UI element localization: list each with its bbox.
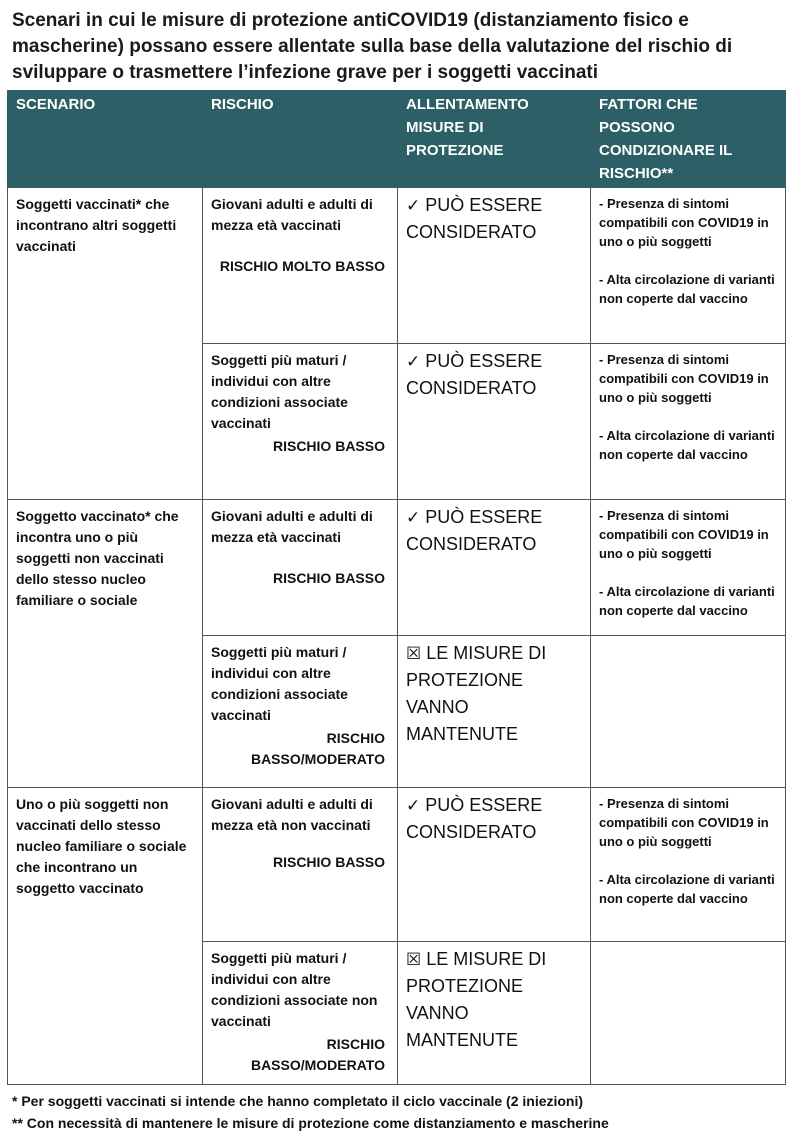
- subject-text: Soggetti più maturi / individui con altre condizioni associate non vaccinati: [211, 950, 378, 1029]
- cross-box-icon: ☒: [406, 950, 422, 969]
- factor-item: - Presenza di sintomi compatibili con COVID19 in uno o più soggetti: [599, 352, 769, 405]
- measure-cell: [398, 788, 591, 942]
- check-icon: ✓: [406, 196, 421, 215]
- measure-cell: [398, 344, 591, 500]
- table-row: [8, 500, 786, 636]
- factors-cell: [591, 344, 786, 500]
- factor-item: - Presenza di sintomi compatibili con COVID19 in uno o più soggetti: [599, 508, 769, 561]
- measure-cell: [398, 500, 591, 636]
- scenario-cell: Uno o più soggetti non vaccinati dello stesso nucleo familiare o sociale che incontrano un soggetto vaccinato: [8, 788, 203, 1085]
- risk-cell: [203, 636, 398, 788]
- subject-text: Soggetti più maturi / individui con altre condizioni associate vaccinati: [211, 644, 348, 723]
- document-title: Scenari in cui le misure di protezione antiCOVID19 (distanziamento fisico e mascherine) possano essere allentate sulla base della valutazione del rischio di sviluppare o trasmettere l’infezione grave per i soggetti vaccinati: [12, 10, 733, 83]
- subject-text: Soggetti più maturi / individui con altre condizioni associate vaccinati: [211, 352, 348, 431]
- factors-cell-empty: [591, 942, 786, 1085]
- measure-cell: [398, 636, 591, 788]
- cross-box-icon: ☒: [406, 644, 422, 663]
- risk-cell: [203, 500, 398, 636]
- factors-cell-empty: [591, 636, 786, 788]
- header-fattori: FATTORI CHE POSSONO CONDIZIONARE IL RISCHIO**: [591, 91, 786, 188]
- risk-level: RISCHIO BASSO: [272, 570, 385, 586]
- risk-table: [7, 90, 786, 1085]
- factor-item: - Presenza di sintomi compatibili con COVID19 in uno o più soggetti: [599, 196, 769, 249]
- risk-level: RISCHIO BASSO/MODERATO: [250, 730, 385, 767]
- footnotes: [12, 1090, 792, 1134]
- footnote-1: * Per soggetti vaccinati si intende che hanno completato il ciclo vaccinale (2 iniezioni): [12, 1093, 584, 1109]
- risk-level: RISCHIO BASSO: [272, 438, 385, 454]
- scenario-cell: Soggetti vaccinati* che incontrano altri soggetti vaccinati: [8, 188, 203, 500]
- factors-cell: [591, 188, 786, 344]
- header-rischio: RISCHIO: [203, 91, 398, 188]
- table-row: [8, 788, 786, 942]
- scenario-cell: Soggetto vaccinato* che incontra uno o più soggetti non vaccinati dello stesso nucleo familiare o sociale: [8, 500, 203, 788]
- measure-text: PUÒ ESSERE CONSIDERATO: [406, 507, 543, 554]
- measure-cell: [398, 942, 591, 1085]
- table-row: [8, 188, 786, 344]
- risk-level: RISCHIO BASSO: [272, 854, 385, 870]
- header-scenario: SCENARIO: [8, 91, 203, 188]
- check-icon: ✓: [406, 352, 421, 371]
- table-header-row: [8, 91, 786, 188]
- risk-cell: [203, 188, 398, 344]
- risk-cell: [203, 788, 398, 942]
- measure-text: PUÒ ESSERE CONSIDERATO: [406, 195, 543, 242]
- factor-item: - Alta circolazione di varianti non coperte dal vaccino: [599, 872, 775, 906]
- risk-level: RISCHIO BASSO/MODERATO: [250, 1036, 385, 1073]
- header-allentamento: ALLENTAMENTO MISURE DI PROTEZIONE: [398, 91, 591, 188]
- factor-item: - Alta circolazione di varianti non coperte dal vaccino: [599, 272, 775, 306]
- subject-text: Giovani adulti e adulti di mezza età vaccinati: [211, 508, 373, 545]
- check-icon: ✓: [406, 796, 421, 815]
- measure-cell: [398, 188, 591, 344]
- risk-cell: [203, 344, 398, 500]
- check-icon: ✓: [406, 508, 421, 527]
- measure-text: LE MISURE DI PROTEZIONE VANNO MANTENUTE: [406, 949, 547, 1050]
- subject-text: Giovani adulti e adulti di mezza età vaccinati: [211, 196, 373, 233]
- subject-text: Giovani adulti e adulti di mezza età non vaccinati: [211, 796, 373, 833]
- measure-text: PUÒ ESSERE CONSIDERATO: [406, 351, 543, 398]
- factor-item: - Alta circolazione di varianti non coperte dal vaccino: [599, 584, 775, 618]
- factor-item: - Presenza di sintomi compatibili con COVID19 in uno o più soggetti: [599, 796, 769, 849]
- footnote-2: ** Con necessità di mantenere le misure di protezione come distanziamento e mascherine: [12, 1115, 609, 1131]
- factors-cell: [591, 500, 786, 636]
- measure-text: LE MISURE DI PROTEZIONE VANNO MANTENUTE: [406, 643, 547, 744]
- risk-cell: [203, 942, 398, 1085]
- factor-item: - Alta circolazione di varianti non coperte dal vaccino: [599, 428, 775, 462]
- factors-cell: [591, 788, 786, 942]
- risk-level: RISCHIO MOLTO BASSO: [219, 258, 385, 274]
- measure-text: PUÒ ESSERE CONSIDERATO: [406, 795, 543, 842]
